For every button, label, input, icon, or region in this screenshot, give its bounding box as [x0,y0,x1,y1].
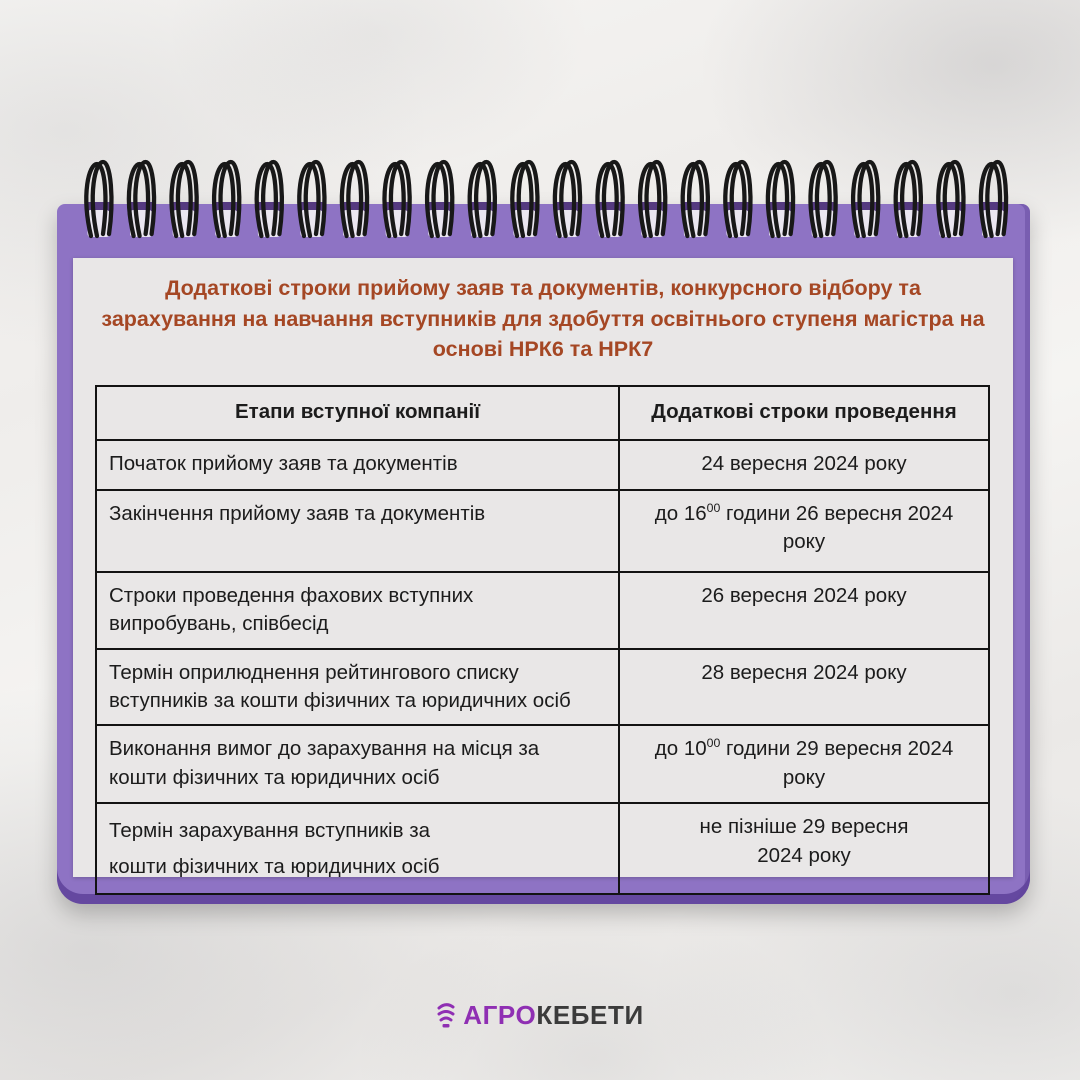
brand-lightbulb-icon [436,1001,456,1031]
table-row [96,725,989,803]
page-title: Додаткові строки прийому заяв та документів, конкурсного відбору та зарахування на навчання вступників для здобуття освітнього ступеня магістра на основі НРК6 та НРК7 [101,276,985,362]
header-date-column: Додаткові строки проведення [619,386,989,440]
table-row [96,572,989,649]
date-cell: 28 вересня 2024 року [619,649,989,726]
brand-kebety-text: КЕБЕТИ [536,1000,644,1030]
schedule-table [95,385,990,895]
stage-cell: Строки проведення фахових вступних випробувань, співбесід [96,572,619,649]
table-row [96,490,989,572]
date-cell: 26 вересня 2024 року [619,572,989,649]
spiral-binding [0,150,1080,270]
notebook-cover [57,204,1030,904]
table-row [96,803,989,894]
brand-agro-text: АГРО [463,1000,537,1030]
brand-wordmark [463,1000,644,1031]
table-row [96,649,989,726]
header-stage-column: Етапи вступної компанії [96,386,619,440]
stage-cell: Виконання вимог до зарахування на місця за кошти фізичних та юридичних осіб [96,725,619,803]
brand-logo [0,1000,1080,1031]
stage-cell: Початок прийому заяв та документів [96,440,619,490]
date-cell: до $16^{00}$ години 26 вересня 2024 року [619,490,989,572]
schedule-header-row [96,386,989,440]
table-row [96,440,989,490]
date-cell: не пізніше 29 вересня 2024 року [619,803,989,894]
date-cell: до $10^{00}$ години 29 вересня 2024 року [619,725,989,803]
stage-cell: Термін зарахування вступників за кошти фізичних та юридичних осіб [96,803,619,894]
stage-cell: Термін оприлюднення рейтингового списку вступників за кошти фізичних та юридичних осіб [96,649,619,726]
stage-cell: Закінчення прийому заяв та документів [96,490,619,572]
date-cell: 24 вересня 2024 року [619,440,989,490]
notebook-sheet [73,258,1013,877]
schedule-table-body [96,386,989,894]
